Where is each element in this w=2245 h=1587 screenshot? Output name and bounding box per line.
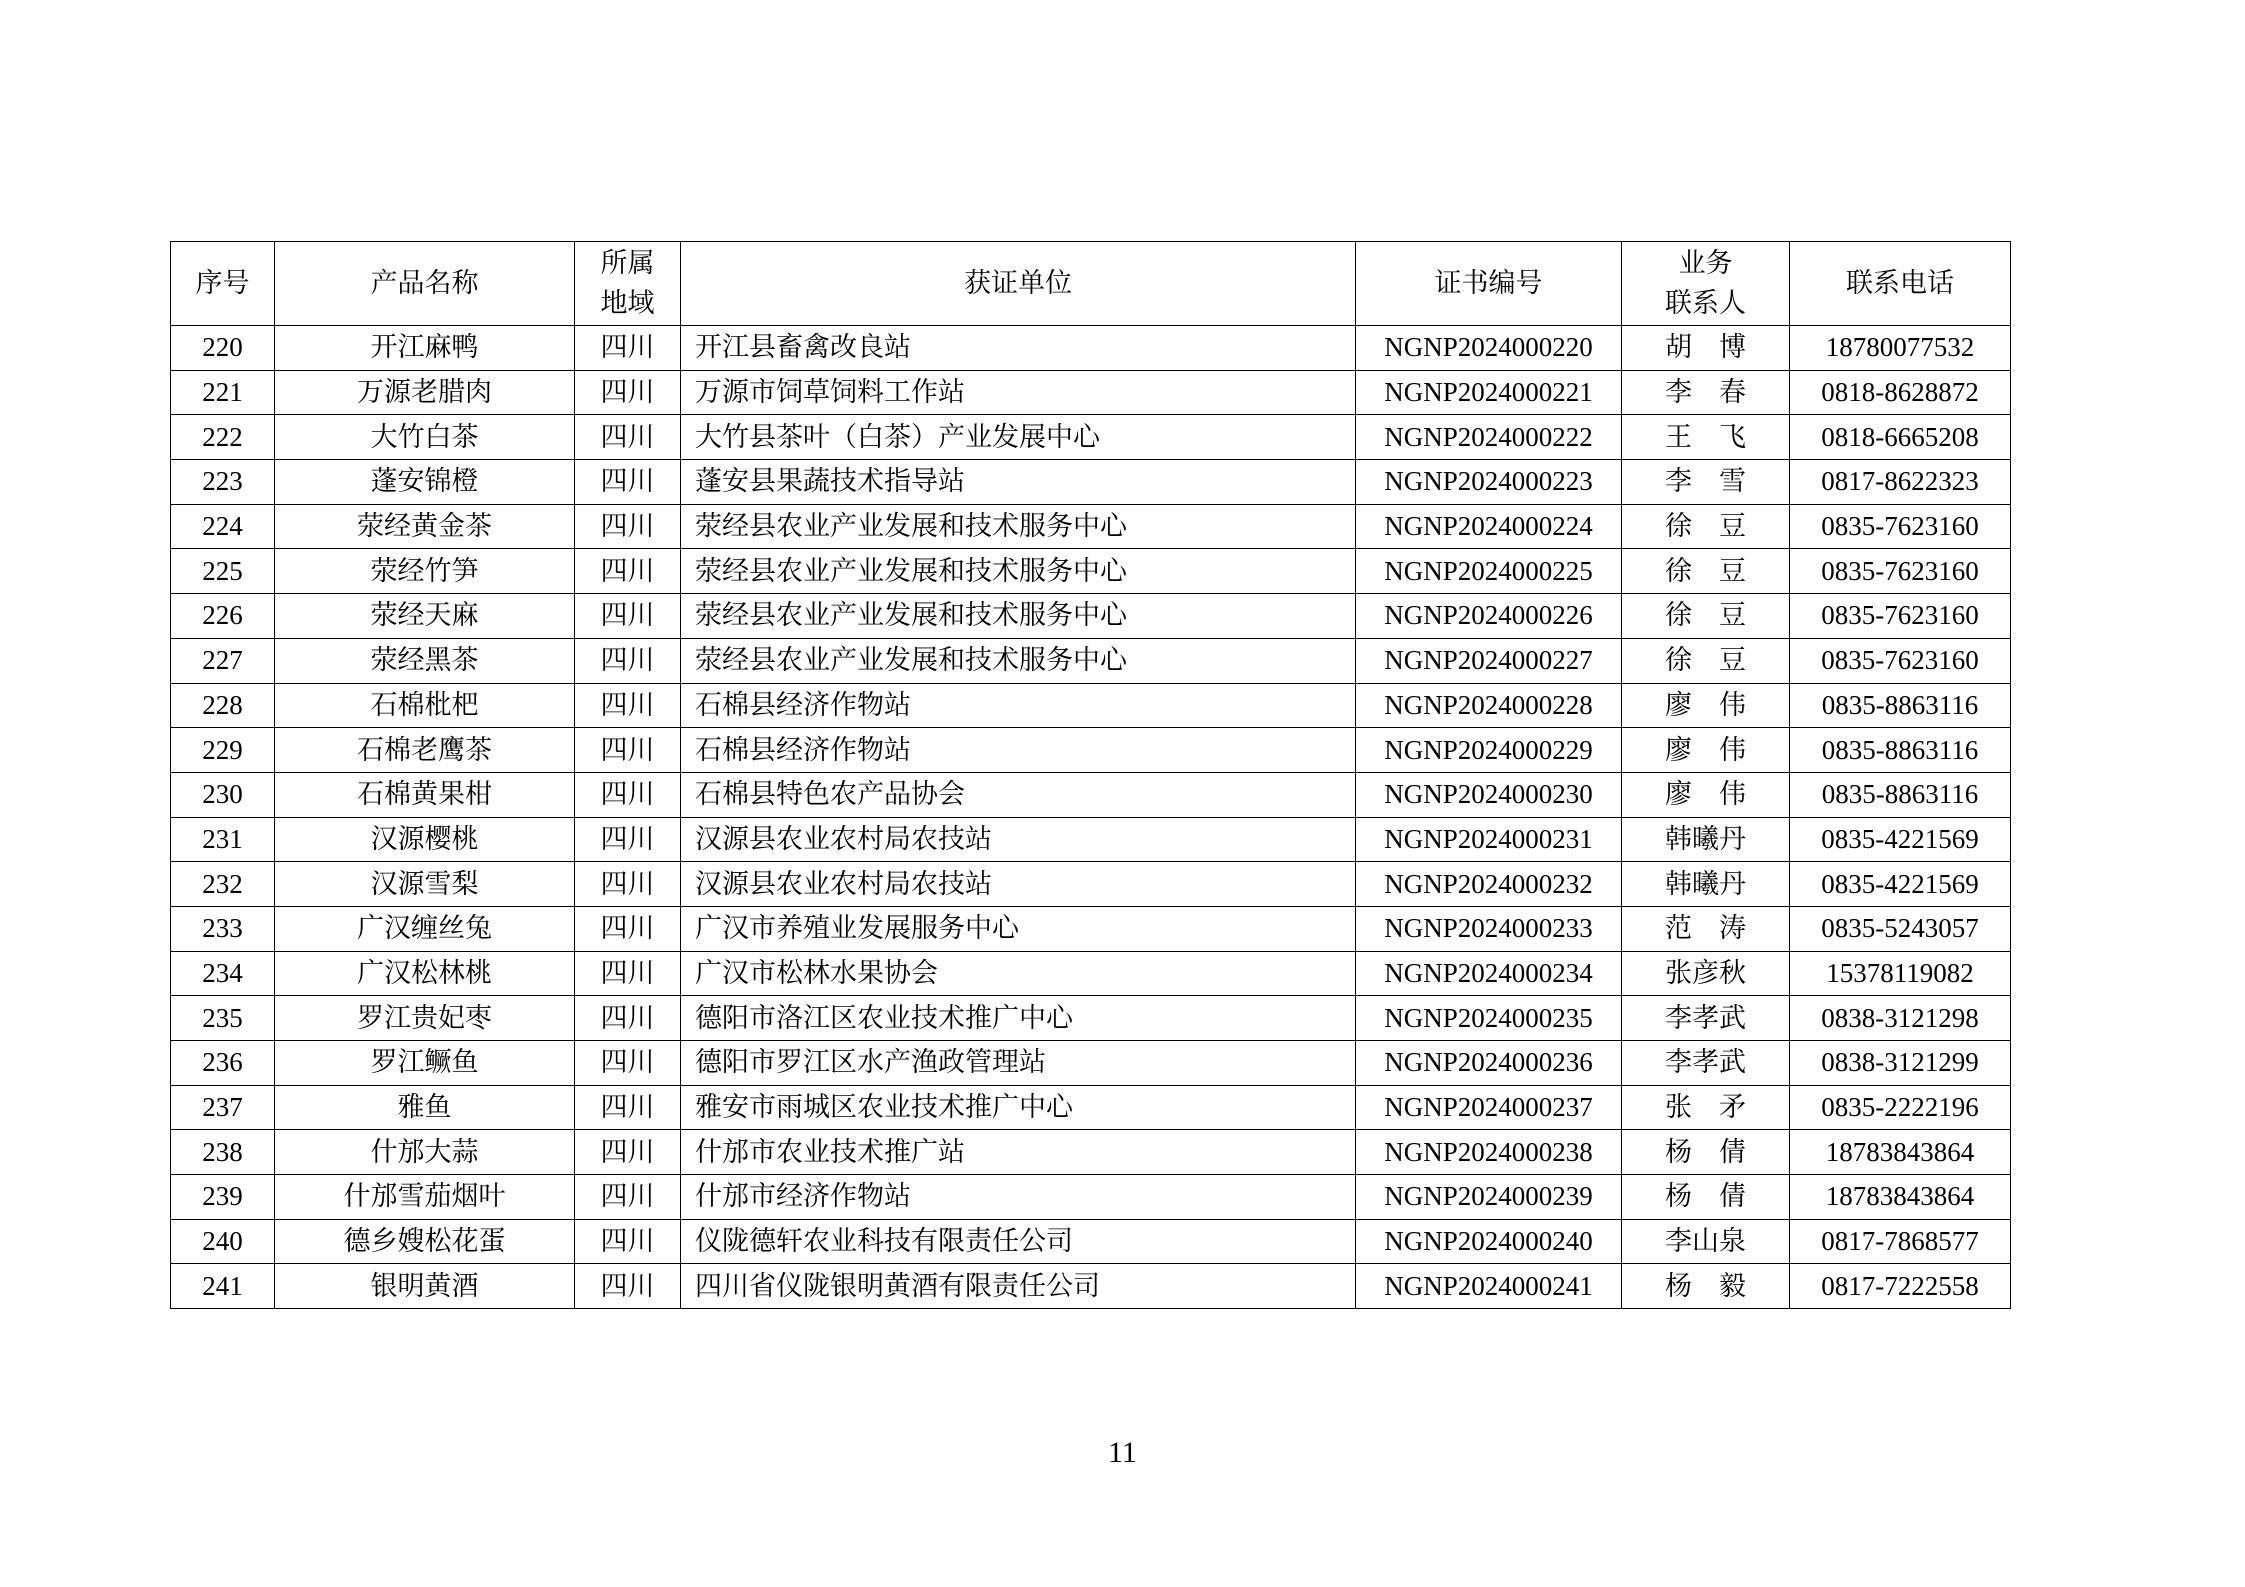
header-region: 所属 地域 [575,242,681,326]
cell-certificate-number: NGNP2024000224 [1356,504,1622,549]
cell-region: 四川 [575,326,681,371]
cell-contact: 徐 豆 [1622,504,1790,549]
cell-contact: 杨 倩 [1622,1130,1790,1175]
header-contact: 业务 联系人 [1622,242,1790,326]
cell-contact: 韩曦丹 [1622,817,1790,862]
cell-certified-unit: 广汉市养殖业发展服务中心 [681,906,1356,951]
cell-phone: 18783843864 [1790,1130,2011,1175]
cell-seq: 238 [171,1130,275,1175]
cell-product-name: 万源老腊肉 [275,370,575,415]
table-row [171,817,2011,862]
cell-seq: 239 [171,1175,275,1220]
cell-certificate-number: NGNP2024000232 [1356,862,1622,907]
cell-seq: 221 [171,370,275,415]
table-row [171,370,2011,415]
cell-phone: 18783843864 [1790,1175,2011,1220]
cell-contact: 王 飞 [1622,415,1790,460]
cell-certificate-number: NGNP2024000227 [1356,638,1622,683]
cell-region: 四川 [575,1041,681,1086]
table-row [171,415,2011,460]
cell-certified-unit: 石棉县经济作物站 [681,728,1356,773]
cell-contact: 胡 博 [1622,326,1790,371]
cell-seq: 236 [171,1041,275,1086]
cell-region: 四川 [575,549,681,594]
table-row [171,1175,2011,1220]
cell-contact: 韩曦丹 [1622,862,1790,907]
cell-seq: 235 [171,996,275,1041]
cell-seq: 234 [171,951,275,996]
cell-certificate-number: NGNP2024000223 [1356,460,1622,505]
cell-phone: 0838-3121299 [1790,1041,2011,1086]
cell-certified-unit: 蓬安县果蔬技术指导站 [681,460,1356,505]
cell-seq: 222 [171,415,275,460]
cell-product-name: 德乡嫂松花蛋 [275,1219,575,1264]
cell-product-name: 荥经竹笋 [275,549,575,594]
cell-certified-unit: 什邡市经济作物站 [681,1175,1356,1220]
cell-contact: 徐 豆 [1622,549,1790,594]
cell-seq: 220 [171,326,275,371]
cell-certified-unit: 汉源县农业农村局农技站 [681,862,1356,907]
table-row [171,1041,2011,1086]
cell-certificate-number: NGNP2024000234 [1356,951,1622,996]
cell-certificate-number: NGNP2024000220 [1356,326,1622,371]
cell-phone: 0817-7868577 [1790,1219,2011,1264]
cell-certified-unit: 雅安市雨城区农业技术推广中心 [681,1085,1356,1130]
cell-certified-unit: 荥经县农业产业发展和技术服务中心 [681,594,1356,639]
cell-seq: 226 [171,594,275,639]
table-body [171,326,2011,1309]
cell-phone: 0835-8863116 [1790,683,2011,728]
cell-certified-unit: 德阳市罗江区水产渔政管理站 [681,1041,1356,1086]
cell-phone: 0818-8628872 [1790,370,2011,415]
cell-contact: 杨 倩 [1622,1175,1790,1220]
cell-contact: 李 春 [1622,370,1790,415]
header-seq: 序号 [171,242,275,326]
cell-product-name: 蓬安锦橙 [275,460,575,505]
cell-region: 四川 [575,862,681,907]
cell-phone: 0835-7623160 [1790,549,2011,594]
cell-phone: 0818-6665208 [1790,415,2011,460]
cell-contact: 范 涛 [1622,906,1790,951]
cell-certificate-number: NGNP2024000228 [1356,683,1622,728]
cell-certified-unit: 开江县畜禽改良站 [681,326,1356,371]
cell-contact: 廖 伟 [1622,683,1790,728]
cell-region: 四川 [575,638,681,683]
cell-product-name: 汉源雪梨 [275,862,575,907]
cell-product-name: 广汉松林桃 [275,951,575,996]
cell-seq: 231 [171,817,275,862]
cell-phone: 0817-8622323 [1790,460,2011,505]
cell-region: 四川 [575,1130,681,1175]
cell-phone: 0835-7623160 [1790,504,2011,549]
table-row [171,638,2011,683]
cell-seq: 232 [171,862,275,907]
cell-seq: 240 [171,1219,275,1264]
cell-seq: 223 [171,460,275,505]
cell-region: 四川 [575,415,681,460]
cell-certified-unit: 广汉市松林水果协会 [681,951,1356,996]
cell-seq: 228 [171,683,275,728]
cell-certificate-number: NGNP2024000235 [1356,996,1622,1041]
cell-certified-unit: 石棉县经济作物站 [681,683,1356,728]
cell-certificate-number: NGNP2024000226 [1356,594,1622,639]
cell-contact: 杨 毅 [1622,1264,1790,1309]
cell-product-name: 荥经黑茶 [275,638,575,683]
table-row [171,326,2011,371]
cell-region: 四川 [575,772,681,817]
cell-certificate-number: NGNP2024000241 [1356,1264,1622,1309]
cell-certificate-number: NGNP2024000222 [1356,415,1622,460]
cell-region: 四川 [575,1264,681,1309]
cell-phone: 0817-7222558 [1790,1264,2011,1309]
table-row [171,1219,2011,1264]
cell-product-name: 石棉黄果柑 [275,772,575,817]
certificate-table [170,241,2011,1309]
cell-region: 四川 [575,460,681,505]
cell-contact: 廖 伟 [1622,772,1790,817]
header-certificate-number: 证书编号 [1356,242,1622,326]
cell-phone: 0835-7623160 [1790,594,2011,639]
cell-seq: 229 [171,728,275,773]
cell-seq: 225 [171,549,275,594]
cell-certified-unit: 万源市饲草饲料工作站 [681,370,1356,415]
cell-certificate-number: NGNP2024000231 [1356,817,1622,862]
table-row [171,996,2011,1041]
table-row [171,951,2011,996]
cell-region: 四川 [575,1175,681,1220]
cell-product-name: 大竹白茶 [275,415,575,460]
cell-region: 四川 [575,728,681,773]
cell-product-name: 银明黄酒 [275,1264,575,1309]
table-row [171,1130,2011,1175]
header-certified-unit: 获证单位 [681,242,1356,326]
cell-region: 四川 [575,951,681,996]
cell-certified-unit: 汉源县农业农村局农技站 [681,817,1356,862]
cell-contact: 徐 豆 [1622,594,1790,639]
cell-contact: 李山泉 [1622,1219,1790,1264]
cell-certified-unit: 荥经县农业产业发展和技术服务中心 [681,549,1356,594]
cell-certified-unit: 仪陇德轩农业科技有限责任公司 [681,1219,1356,1264]
cell-seq: 227 [171,638,275,683]
cell-region: 四川 [575,1085,681,1130]
cell-seq: 233 [171,906,275,951]
cell-seq: 224 [171,504,275,549]
table-row [171,772,2011,817]
page-number: 11 [1108,1436,1137,1469]
cell-phone: 0835-7623160 [1790,638,2011,683]
table-row [171,1085,2011,1130]
cell-region: 四川 [575,996,681,1041]
cell-region: 四川 [575,504,681,549]
cell-product-name: 罗江鳜鱼 [275,1041,575,1086]
cell-product-name: 广汉缠丝兔 [275,906,575,951]
cell-certified-unit: 大竹县茶叶（白茶）产业发展中心 [681,415,1356,460]
cell-contact: 张 矛 [1622,1085,1790,1130]
cell-certificate-number: NGNP2024000230 [1356,772,1622,817]
cell-contact: 李孝武 [1622,996,1790,1041]
cell-product-name: 荥经天麻 [275,594,575,639]
cell-region: 四川 [575,1219,681,1264]
cell-phone: 0835-4221569 [1790,862,2011,907]
table-row [171,549,2011,594]
cell-product-name: 荥经黄金茶 [275,504,575,549]
table-row [171,906,2011,951]
cell-product-name: 罗江贵妃枣 [275,996,575,1041]
cell-phone: 0835-2222196 [1790,1085,2011,1130]
cell-product-name: 石棉老鹰茶 [275,728,575,773]
cell-certificate-number: NGNP2024000240 [1356,1219,1622,1264]
cell-contact: 徐 豆 [1622,638,1790,683]
cell-product-name: 汉源樱桃 [275,817,575,862]
table-header-row [171,242,2011,326]
cell-phone: 0835-5243057 [1790,906,2011,951]
cell-certificate-number: NGNP2024000229 [1356,728,1622,773]
cell-seq: 237 [171,1085,275,1130]
cell-contact: 李孝武 [1622,1041,1790,1086]
cell-seq: 230 [171,772,275,817]
cell-certified-unit: 德阳市洛江区农业技术推广中心 [681,996,1356,1041]
cell-certificate-number: NGNP2024000225 [1356,549,1622,594]
table-row [171,728,2011,773]
cell-phone: 18780077532 [1790,326,2011,371]
cell-certified-unit: 荥经县农业产业发展和技术服务中心 [681,504,1356,549]
table-row [171,683,2011,728]
cell-contact: 张彦秋 [1622,951,1790,996]
cell-certified-unit: 石棉县特色农产品协会 [681,772,1356,817]
cell-phone: 15378119082 [1790,951,2011,996]
cell-contact: 李 雪 [1622,460,1790,505]
cell-phone: 0835-4221569 [1790,817,2011,862]
cell-product-name: 开江麻鸭 [275,326,575,371]
header-product-name: 产品名称 [275,242,575,326]
cell-certificate-number: NGNP2024000239 [1356,1175,1622,1220]
cell-phone: 0835-8863116 [1790,728,2011,773]
cell-product-name: 什邡大蒜 [275,1130,575,1175]
cell-product-name: 雅鱼 [275,1085,575,1130]
cell-region: 四川 [575,683,681,728]
cell-region: 四川 [575,370,681,415]
cell-certificate-number: NGNP2024000221 [1356,370,1622,415]
table-row [171,504,2011,549]
table-row [171,1264,2011,1309]
cell-certificate-number: NGNP2024000237 [1356,1085,1622,1130]
cell-product-name: 什邡雪茄烟叶 [275,1175,575,1220]
table-row [171,862,2011,907]
cell-certificate-number: NGNP2024000233 [1356,906,1622,951]
cell-phone: 0835-8863116 [1790,772,2011,817]
cell-region: 四川 [575,906,681,951]
table-row [171,460,2011,505]
header-phone: 联系电话 [1790,242,2011,326]
cell-region: 四川 [575,817,681,862]
cell-contact: 廖 伟 [1622,728,1790,773]
cell-certified-unit: 什邡市农业技术推广站 [681,1130,1356,1175]
cell-region: 四川 [575,594,681,639]
cell-certificate-number: NGNP2024000238 [1356,1130,1622,1175]
cell-product-name: 石棉枇杷 [275,683,575,728]
cell-phone: 0838-3121298 [1790,996,2011,1041]
cell-certificate-number: NGNP2024000236 [1356,1041,1622,1086]
table-row [171,594,2011,639]
cell-certified-unit: 四川省仪陇银明黄酒有限责任公司 [681,1264,1356,1309]
cell-certified-unit: 荥经县农业产业发展和技术服务中心 [681,638,1356,683]
cell-seq: 241 [171,1264,275,1309]
